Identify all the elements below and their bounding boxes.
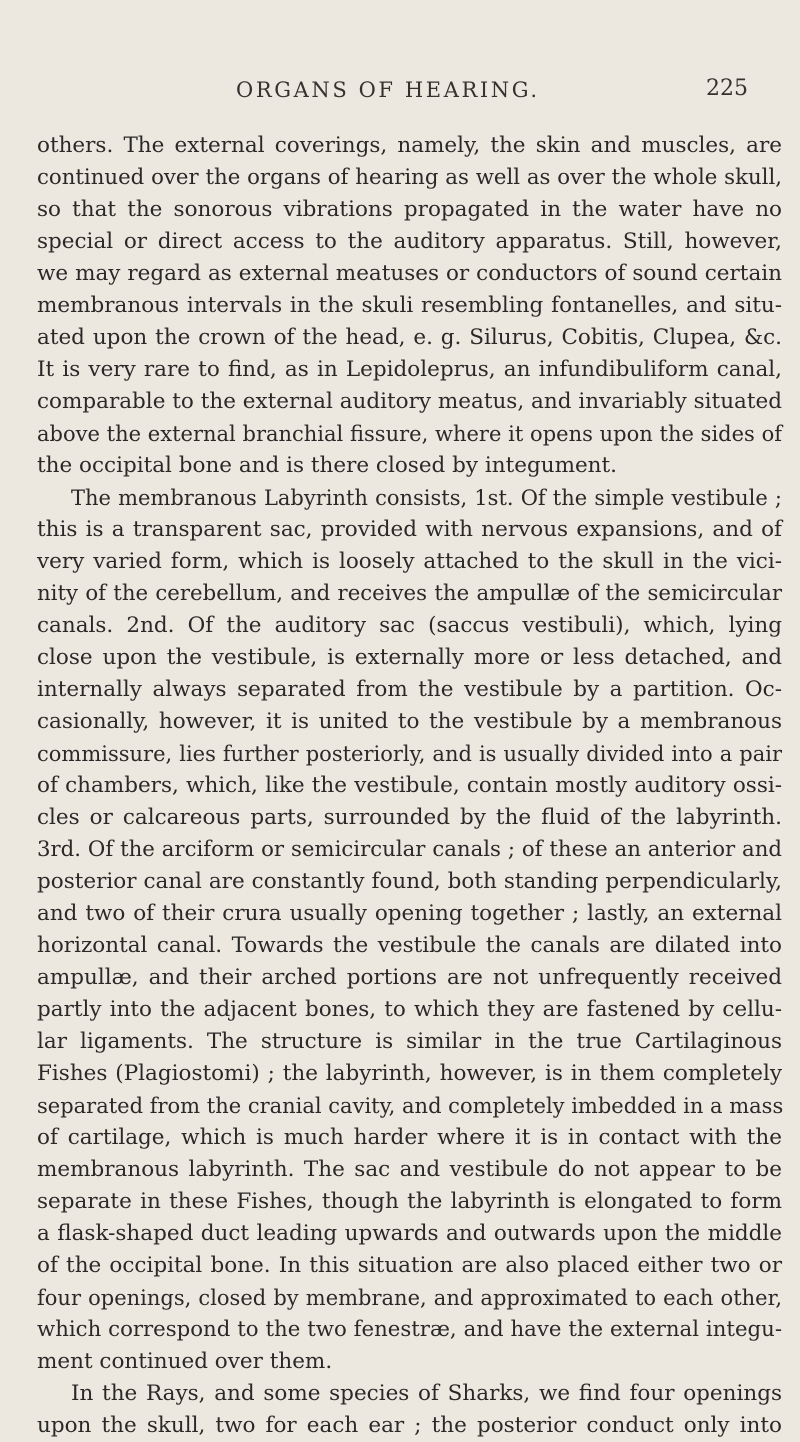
text-line: It is very rare to find, as in Lepidoleprus, an infundibuliform canal, — [37, 357, 782, 382]
text-line: membranous labyrinth. The sac and vestibule do not appear to be — [37, 1157, 782, 1182]
text-line: posterior canal are constantly found, both standing perpendicularly, — [37, 869, 782, 894]
text-line: comparable to the external auditory meatus, and invariably situated — [37, 389, 782, 414]
text-line: and two of their crura usually opening together ; lastly, an external — [37, 901, 782, 926]
text-line: internally always separated from the vestibule by a partition. Oc- — [37, 677, 782, 702]
text-line: separated from the cranial cavity, and completely imbedded in a mass — [37, 1094, 784, 1118]
text-line: of the occipital bone. In this situation are also placed either two or — [37, 1253, 782, 1278]
text-line: separate in these Fishes, though the labyrinth is elongated to form — [37, 1189, 782, 1214]
text-line: horizontal canal. Towards the vestibule the canals are dilated into — [37, 933, 782, 958]
text-line: cles or calcareous parts, surrounded by the fluid of the labyrinth. — [37, 805, 782, 830]
text-line: canals. 2nd. Of the auditory sac (saccus vestibuli), which, lying — [37, 613, 782, 638]
text-line: In the Rays, and some species of Sharks, we find four openings — [71, 1381, 782, 1406]
text-line: casionally, however, it is united to the vestibule by a membranous — [37, 709, 782, 734]
text-line: above the external branchial fissure, where it opens upon the sides of — [37, 422, 782, 446]
text-line: lar ligaments. The structure is similar in the true Cartilaginous — [37, 1029, 782, 1054]
page-number: 225 — [706, 76, 748, 101]
running-head: ORGANS OF HEARING. — [236, 78, 540, 102]
text-line: partly into the adjacent bones, to which they are fastened by cellu- — [37, 997, 782, 1022]
text-line: we may regard as external meatuses or conductors of sound certain — [37, 261, 782, 286]
text-line: The membranous Labyrinth consists, 1st. Of the simple vestibule ; — [71, 486, 782, 510]
text-line: four openings, closed by membrane, and approximated to each other, — [37, 1286, 782, 1310]
text-line: nity of the cerebellum, and receives the ampullæ of the semicircular — [37, 581, 782, 606]
text-line: ampullæ, and their arched portions are not unfrequently received — [37, 965, 782, 990]
text-line: special or direct access to the auditory apparatus. Still, however, — [37, 229, 782, 254]
body-text — [37, 130, 782, 1442]
text-line: upon the skull, two for each ear ; the posterior conduct only into — [37, 1413, 782, 1438]
text-line: the occipital bone and is there closed by integument. — [37, 453, 618, 478]
text-line: of cartilage, which is much harder where it is in contact with the — [37, 1125, 782, 1150]
text-line: this is a transparent sac, provided with nervous expansions, and of — [37, 517, 782, 542]
text-line: very varied form, which is loosely attached to the skull in the vici- — [37, 549, 782, 574]
text-line: ment continued over them. — [37, 1349, 333, 1374]
text-line: continued over the organs of hearing as well as over the whole skull, — [37, 165, 782, 190]
text-line: membranous intervals in the skuli resembling fontanelles, and situ- — [37, 293, 782, 318]
text-line: Fishes (Plagiostomi) ; the labyrinth, however, is in them completely — [37, 1061, 782, 1086]
text-line: close upon the vestibule, is externally more or less detached, and — [37, 645, 782, 670]
text-line: 3rd. Of the arciform or semicircular canals ; of these an anterior and — [37, 837, 782, 862]
text-line: so that the sonorous vibrations propagated in the water have no — [37, 197, 782, 222]
text-line: others. The external coverings, namely, the skin and muscles, are — [37, 133, 782, 158]
text-line: which correspond to the two fenestræ, and have the external integu- — [37, 1317, 782, 1342]
text-line: commissure, lies further posteriorly, and is usually divided into a pair — [37, 742, 782, 766]
text-line: a flask-shaped duct leading upwards and outwards upon the middle — [37, 1221, 782, 1246]
text-line: ated upon the crown of the head, e. g. Silurus, Cobitis, Clupea, &c. — [37, 325, 782, 350]
text-line: of chambers, which, like the vestibule, contain mostly auditory ossi- — [37, 773, 782, 798]
